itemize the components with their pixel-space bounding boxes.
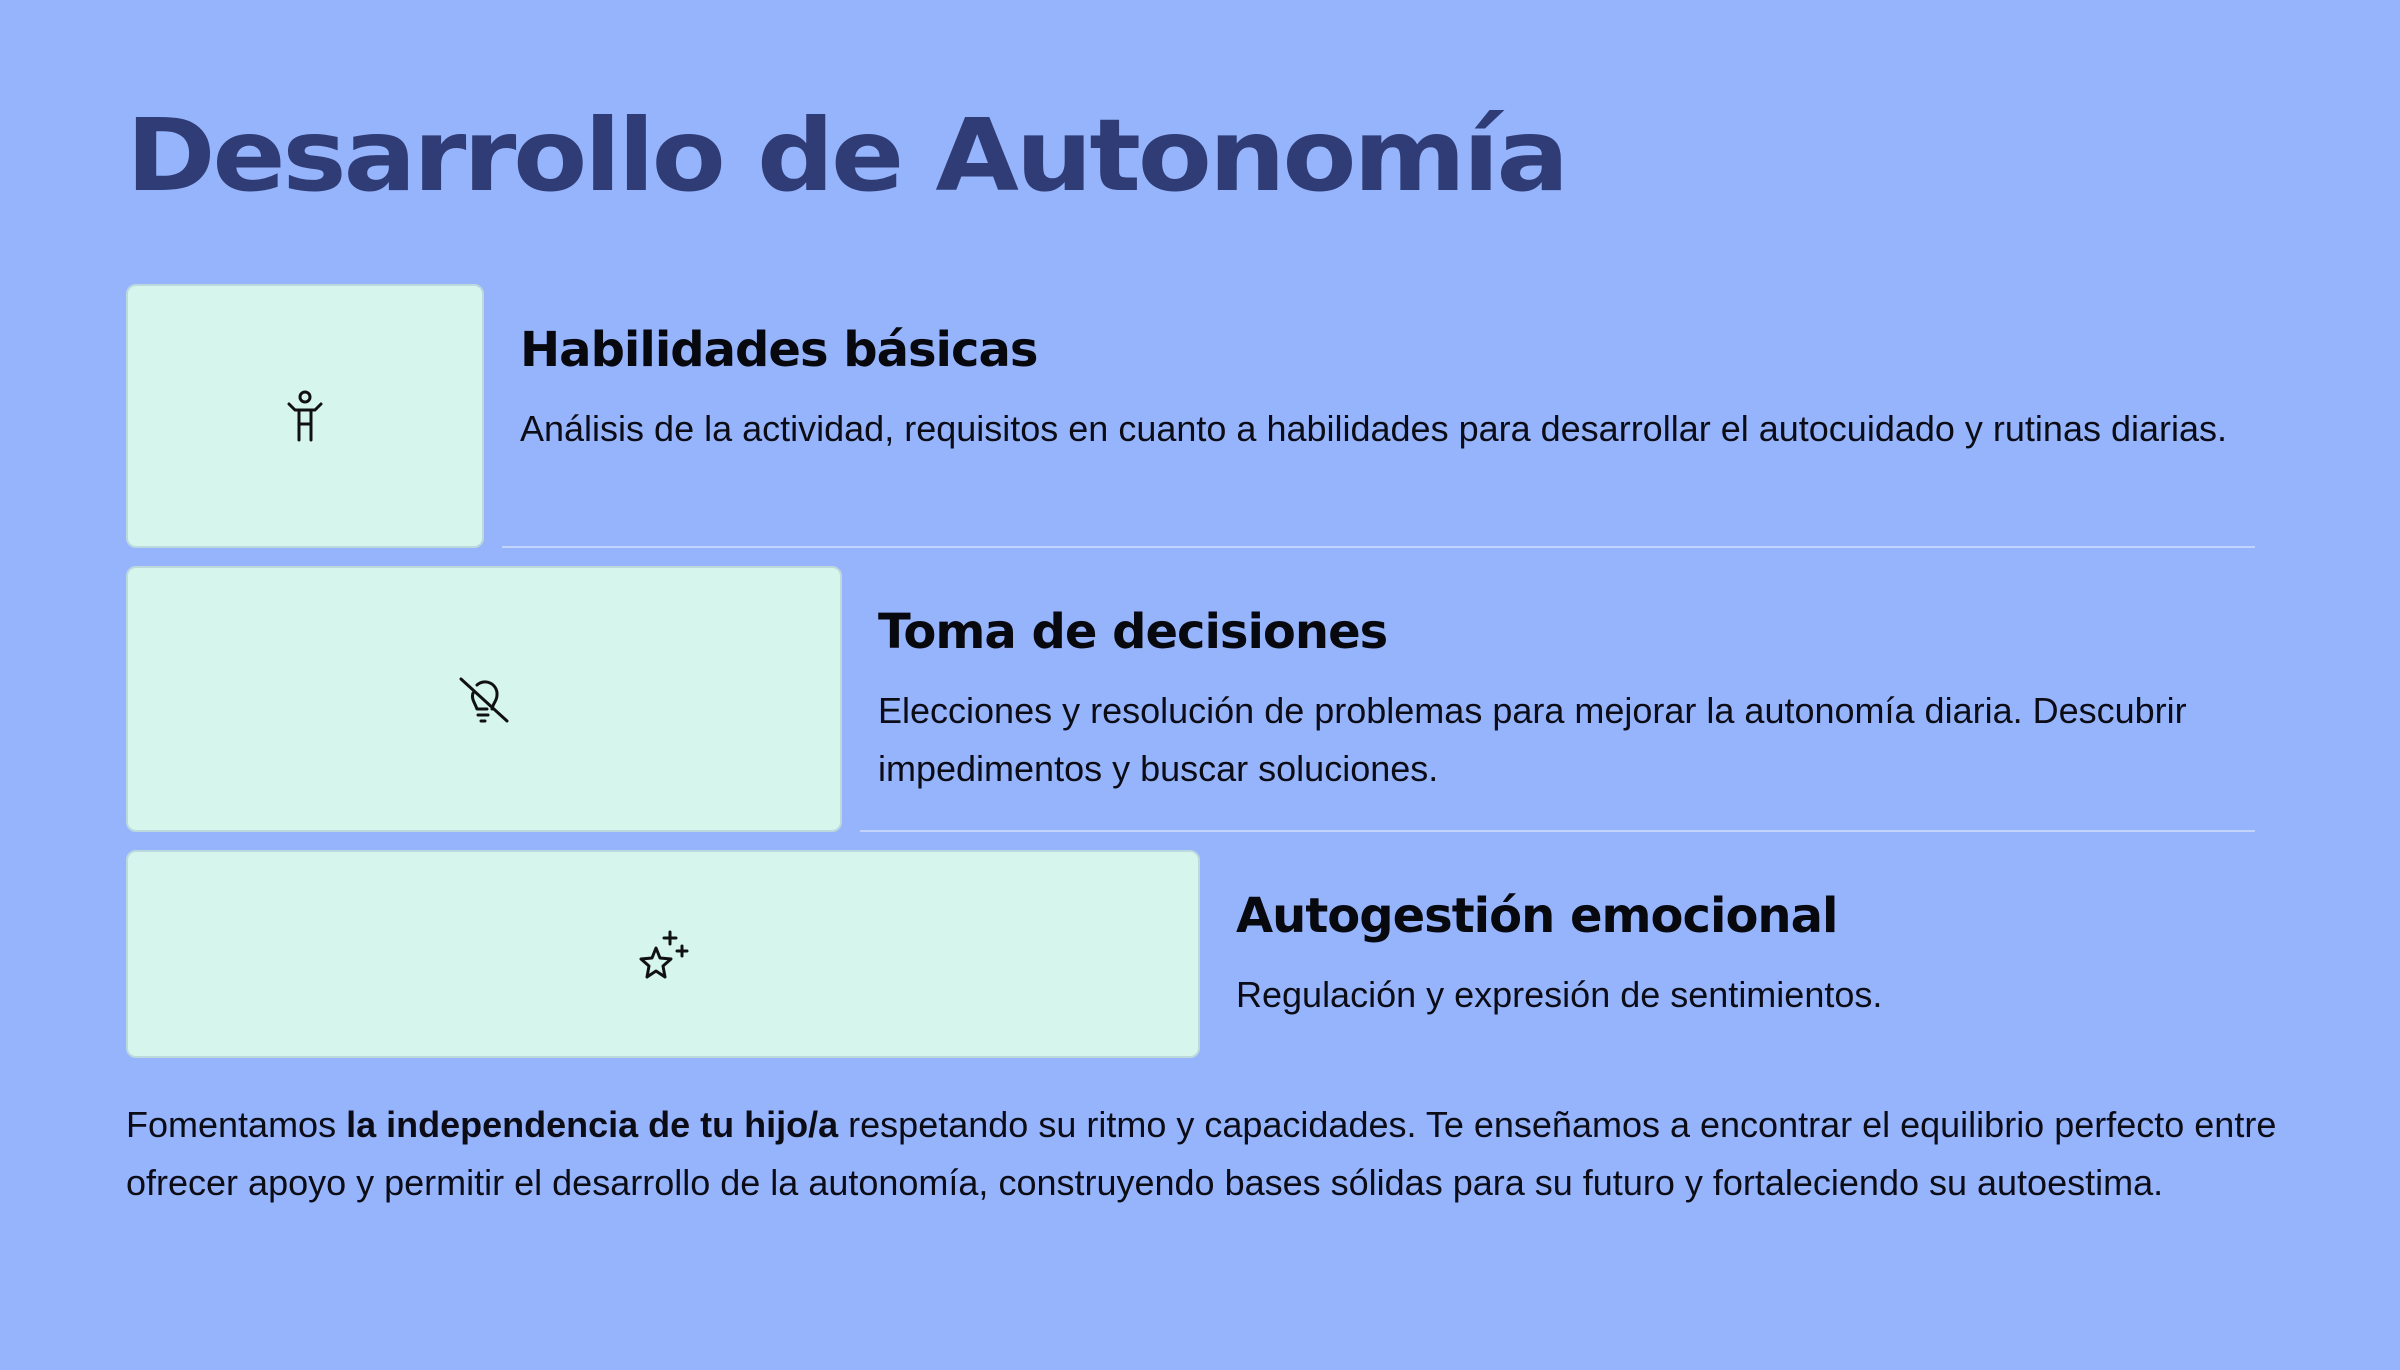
feature-description: Elecciones y resolución de problemas para mejorar la autonomía diaria. Descubrir impedimentos y buscar soluciones. [878,690,2187,789]
feature-heading: Habilidades básicas [520,322,1038,378]
person-standing-icon [285,390,325,442]
feature-image-card [126,284,484,548]
footer-paragraph [126,1096,2286,1212]
feature-description: Regulación y expresión de sentimientos. [1236,974,1883,1015]
page-title: Desarrollo de Autonomía [126,97,1567,214]
feature-image-card [126,850,1200,1058]
feature-text [1236,884,2386,1024]
divider [502,546,2255,548]
sparkle-star-icon [636,928,690,980]
feature-image-card [126,566,842,832]
feature-text [520,318,2350,458]
feature-text [878,600,2358,798]
divider [860,830,2255,832]
lightbulb-off-icon [457,675,511,723]
footer-text-emphasis: la independencia de tu hijo/a [346,1104,839,1145]
feature-heading: Toma de decisiones [878,604,1388,660]
footer-text-start: Fomentamos [126,1104,347,1145]
feature-description: Análisis de la actividad, requisitos en cuanto a habilidades para desarrollar el autocuidado y rutinas diarias. [520,408,2228,449]
footer-text-end: respetando su ritmo y capacidades. Te enseñamos a encontrar el equilibrio perfecto entre ofrecer apoyo y permitir el desarrollo de la autonomía, construyendo bases sólidas para su futuro y fortaleciendo su autoestima. [126,1104,2277,1203]
feature-heading: Autogestión emocional [1236,888,1838,944]
